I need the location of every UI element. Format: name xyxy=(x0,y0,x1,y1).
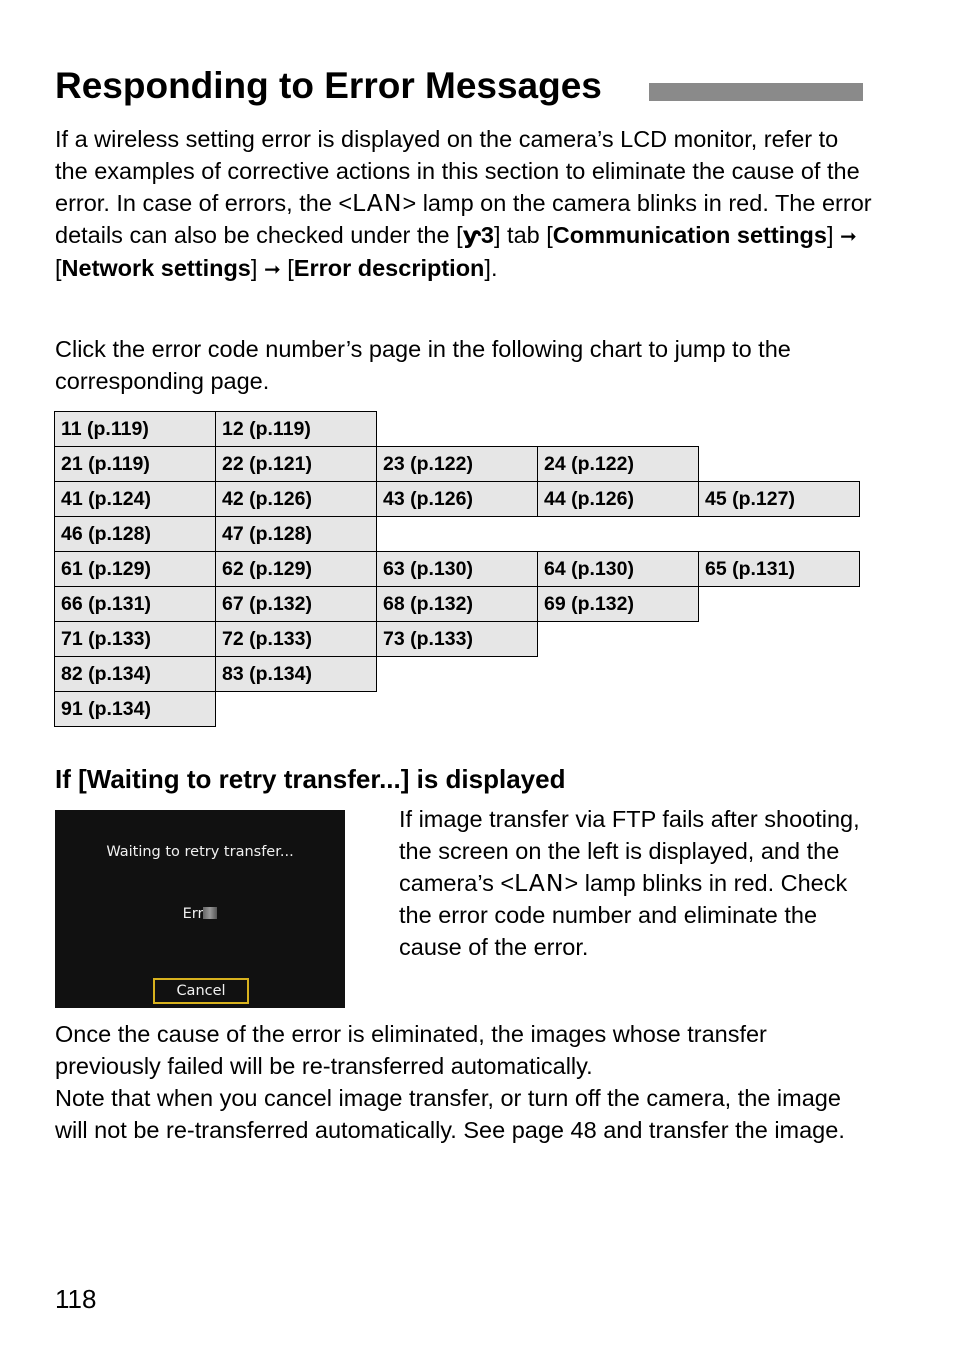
menu-communication-settings: Communication settings xyxy=(552,222,827,248)
cancel-note-paragraph: Note that when you cancel image transfer, or turn off the camera, the image will not be re-transferred automatically. See page 48 and transfer the image. xyxy=(55,1085,845,1143)
table-row xyxy=(55,692,860,727)
error-code-table xyxy=(54,411,860,727)
empty-cell xyxy=(538,412,699,447)
error-code-link[interactable]: 12 (p.119) xyxy=(216,412,377,447)
error-code-link[interactable]: 46 (p.128) xyxy=(55,517,216,552)
arrow-right-icon: ➞ xyxy=(840,224,857,248)
blurred-code-mark xyxy=(203,907,217,919)
camera-screen-image xyxy=(55,810,345,1008)
table-row xyxy=(55,657,860,692)
error-code-link[interactable]: 21 (p.119) xyxy=(55,447,216,482)
empty-cell xyxy=(538,657,699,692)
empty-cell xyxy=(538,517,699,552)
screen-error-prefix: Err xyxy=(182,906,204,922)
error-code-link[interactable]: 24 (p.122) xyxy=(538,447,699,482)
intro-text-6: ] xyxy=(250,255,264,281)
empty-cell xyxy=(699,517,860,552)
screen-cancel-button: Cancel xyxy=(153,978,249,1004)
empty-cell xyxy=(216,692,377,727)
empty-cell xyxy=(699,622,860,657)
table-row xyxy=(55,482,860,517)
error-code-link[interactable]: 82 (p.134) xyxy=(55,657,216,692)
error-code-link[interactable]: 42 (p.126) xyxy=(216,482,377,517)
wrench-tab-icon: ƴ xyxy=(462,221,481,249)
intro-text-7: [ xyxy=(280,255,294,281)
menu-network-settings: Network settings xyxy=(61,255,251,281)
error-code-link[interactable]: 91 (p.134) xyxy=(55,692,216,727)
intro-text-5: [ xyxy=(55,255,62,281)
table-row xyxy=(55,447,860,482)
error-code-link[interactable]: 45 (p.127) xyxy=(699,482,860,517)
empty-cell xyxy=(377,517,538,552)
error-code-link[interactable]: 63 (p.130) xyxy=(377,552,538,587)
intro-text-4: ] xyxy=(826,222,841,248)
table-row xyxy=(55,587,860,622)
screen-message: Waiting to retry transfer... xyxy=(106,844,294,860)
table-row xyxy=(55,552,860,587)
screen-explanation xyxy=(399,803,879,963)
empty-cell xyxy=(538,622,699,657)
tab-number: 3 xyxy=(480,222,494,248)
side-text-2: > lamp blinks in red. Check the error code number and eliminate the cause of the error. xyxy=(399,870,848,960)
section-heading: If [Waiting to retry transfer...] is displayed xyxy=(55,764,566,794)
empty-cell xyxy=(699,412,860,447)
error-code-link[interactable]: 66 (p.131) xyxy=(55,587,216,622)
intro-paragraph xyxy=(55,123,875,285)
empty-cell xyxy=(377,692,538,727)
empty-cell xyxy=(699,587,860,622)
error-code-link[interactable]: 44 (p.126) xyxy=(538,482,699,517)
retransfer-paragraph: Once the cause of the error is eliminated, the images whose transfer previously failed will be re-transferred automatically. xyxy=(55,1021,767,1079)
error-code-link[interactable]: 71 (p.133) xyxy=(55,622,216,657)
title-decoration-bar xyxy=(649,83,863,101)
error-code-link[interactable]: 64 (p.130) xyxy=(538,552,699,587)
error-code-link[interactable]: 68 (p.132) xyxy=(377,587,538,622)
empty-cell xyxy=(377,657,538,692)
error-code-link[interactable]: 83 (p.134) xyxy=(216,657,377,692)
empty-cell xyxy=(377,412,538,447)
error-code-link[interactable]: 22 (p.121) xyxy=(216,447,377,482)
error-code-link[interactable]: 47 (p.128) xyxy=(216,517,377,552)
error-code-link[interactable]: 67 (p.132) xyxy=(216,587,377,622)
error-code-link[interactable]: 72 (p.133) xyxy=(216,622,377,657)
error-code-link[interactable]: 73 (p.133) xyxy=(377,622,538,657)
error-code-link[interactable]: 65 (p.131) xyxy=(699,552,860,587)
intro-text-2: > lamp on the camera blinks in red. The error details can also be checked under the [ xyxy=(55,190,872,248)
error-code-link[interactable]: 43 (p.126) xyxy=(377,482,538,517)
error-code-link[interactable]: 11 (p.119) xyxy=(55,412,216,447)
screen-error-code xyxy=(55,906,345,922)
error-code-link[interactable]: 41 (p.124) xyxy=(55,482,216,517)
empty-cell xyxy=(699,447,860,482)
intro-text-8: ]. xyxy=(484,255,498,281)
empty-cell xyxy=(699,657,860,692)
intro-text-3: ] tab [ xyxy=(493,222,553,248)
error-code-link[interactable]: 62 (p.129) xyxy=(216,552,377,587)
table-row xyxy=(55,622,860,657)
table-row xyxy=(55,412,860,447)
error-code-link[interactable]: 69 (p.132) xyxy=(538,587,699,622)
page-number: 118 xyxy=(55,1284,97,1314)
empty-cell xyxy=(699,692,860,727)
intro-text-1: If a wireless setting error is displayed on the camera’s LCD monitor, refer to the examples of corrective actions in this section to eliminate the cause of the error. In case of errors, the < xyxy=(55,126,860,216)
arrow-right-icon: ➞ xyxy=(263,257,281,281)
lan-lamp-label: LAN xyxy=(352,189,403,217)
page-title: Responding to Error Messages xyxy=(55,65,602,106)
empty-cell xyxy=(538,692,699,727)
lan-lamp-label: LAN xyxy=(514,869,565,897)
error-code-link[interactable]: 23 (p.122) xyxy=(377,447,538,482)
side-text-1: If image transfer via FTP fails after shooting, the screen on the left is displayed, and the camera’s < xyxy=(399,806,860,896)
menu-error-description: Error description xyxy=(293,255,485,281)
chart-intro-paragraph: Click the error code number’s page in the following chart to jump to the corresponding page. xyxy=(55,336,791,394)
table-row xyxy=(55,517,860,552)
error-code-link[interactable]: 61 (p.129) xyxy=(55,552,216,587)
